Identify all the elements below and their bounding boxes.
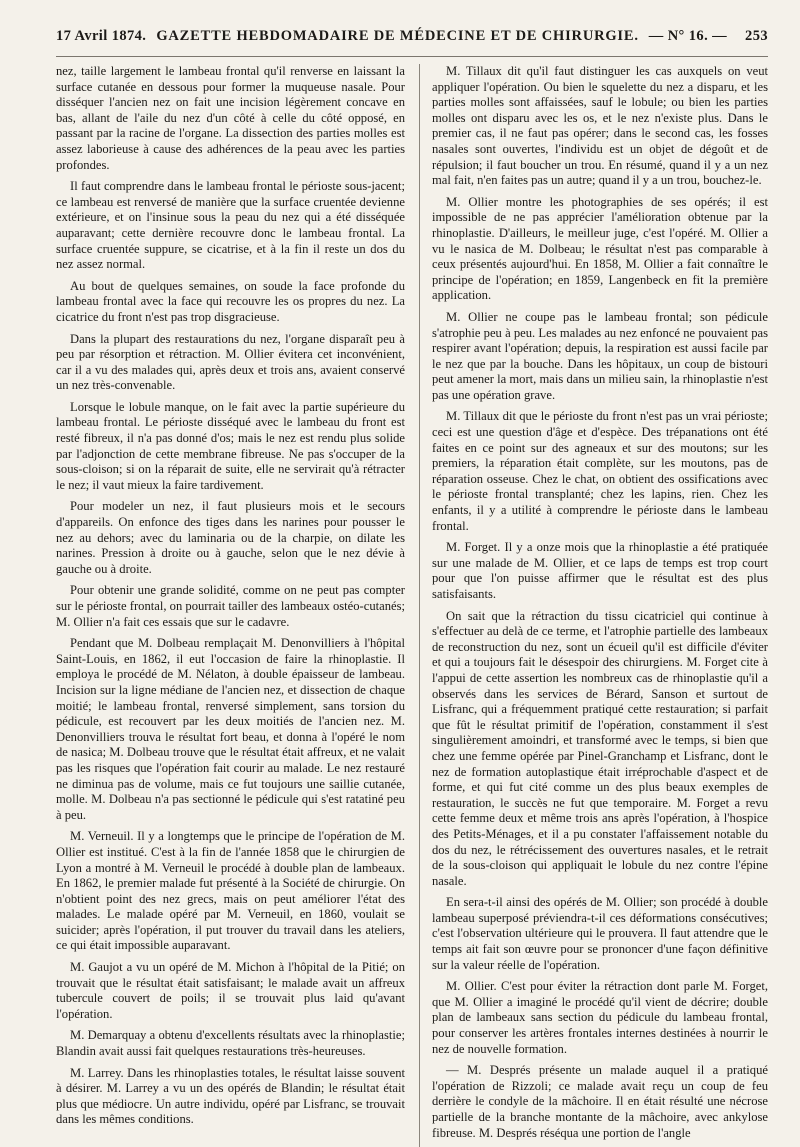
paragraph: M. Ollier montre les photographies de ses opérés; il est impossible de ne pas apprécier l'amélioration obtenue par la rhinoplastie. D'ailleurs, le meilleur juge, c'est l'opéré. M. Ollier a vu le nasica de M. Dolbeau; le résultat n'est pas comparable à ceux présentés aujourd'hui. En 1858, M. Ollier a fait connaître le principe de l'opération; en 1859, Langenbeck en fit la première application. bbox=[432, 194, 768, 303]
paragraph: En sera-t-il ainsi des opérés de M. Ollier; son procédé à double lambeau superposé préviendra-t-il ces déformations consécutives; c'est l'observation ultérieure qui le prouvera. Il faut attendre que le temps ait fait son œuvre pour se prononcer d'une façon définitive sur la valeur réelle de l'opération. bbox=[432, 895, 768, 972]
paragraph: M. Ollier ne coupe pas le lambeau frontal; son pédicule s'atrophie peu à peu. Les malades au nez enfoncé ne pouvaient pas respirer avant l'opération; depuis, la respiration est aussi facile par le nez que par la bouche. Dans les hôpitaux, un coup de bistouri peut amener la mort, mais dans un milieu sain, la rhinoplastie n'est pas une opération grave. bbox=[432, 309, 768, 402]
paragraph: On sait que la rétraction du tissu cicatriciel qui continue à s'effectuer au delà de ce terme, et l'atrophie partielle des lambeaux de reconstruction du nez, sont un écueil qu'il est difficile d'éviter et qui a toujours fait le désespoir des chirurgiens. M. Forget cite à l'appui de cette assertion les nombreux cas de rhinoplastie qu'il a observés dans les services de Bérard, Sanson et surtout de Lisfranc, qui a fréquemment pratiqué cette restauration; si parfait que fût le résultat primitif de l'opération, constamment il s'est singulièrement amoindri, et transformé avec le temps, si bien que chez une femme opérée par Pinel-Granchamp et Lisfranc, dont le nez de formation autoplastique était irréprochable d'aspect et de forme, et qui fut cité comme un des plus beaux exemples de restauration, le succès ne fut que temporaire. M. Forget a revu cette femme deux et même trois ans après l'opération, à l'hospice des Petits-Ménages, et il a pu constater l'affaissement notable du dos du nez, le rétrécissement des ouvertures nasales, et le retrait de la sous-cloison qui appliquait le lobule du nez contre l'épine nasale. bbox=[432, 608, 768, 888]
paragraph: M. Tillaux dit qu'il faut distinguer les cas auxquels on veut appliquer l'opération. Ou bien le squelette du nez a disparu, et les parties molles sont affaissées, sauf le lobule; ou bien les parties molles ont disparu avec les os, et le nez n'existe plus. Dans le premier cas, il ne faut pas opérer; dans le second cas, les fosses nasales sont ouvertes, l'individu est un objet de dégoût et de répulsion; il faut boucher un trou. En résumé, quand il y a un nez mal fait, n'en faites pas un autre; quand il y a un trou, bouchez-le. bbox=[432, 64, 768, 188]
issue-number: — N° 16. — bbox=[648, 28, 728, 44]
paragraph: Lorsque le lobule manque, on le fait avec la partie supérieure du lambeau frontal. Le périoste disséqué avec le lambeau du front est resté fibreux, il n'a pas donné d'os; mais le nez est rendu plus solide par l'adjonction de cette membrane fibreuse. Ne pas s'occuper de la sous-cloison; si on la réparait de suite, elle ne servirait qu'à rétracter le nez; il vaut mieux la faire tardivement. bbox=[56, 399, 405, 492]
paragraph: Il faut comprendre dans le lambeau frontal le périoste sous-jacent; ce lambeau est renversé de manière que la surface cruentée devienne extérieure, et on l'insinue sous la peau du nez qui a été disséquée auparavant; cette dernière recouvre donc le lambeau frontal. La surface cruentée suppure, se cicatrise, et à la fin il reste un dos du nez assez normal. bbox=[56, 179, 405, 272]
issue-date: 17 Avril 1874. bbox=[56, 28, 147, 44]
paragraph: Dans la plupart des restaurations du nez, l'organe disparaît peu à peu par résorption et rétraction. M. Ollier évitera cet inconvénient, car il a vu des malades qui, après deux et trois ans, avaient conservé un nez très-convenable. bbox=[56, 331, 405, 393]
paragraph: M. Tillaux dit que le périoste du front n'est pas un vrai périoste; ceci est une question d'âge et d'espèce. Des trépanations ont été faites en ce point sur des agneaux et sur des moutons; sur les premiers, la réparation était complète, sur les moutons, pas de réparation osseuse. Chez le chat, on obtient des ossifications avec le périoste frontal transplanté; chez les lapins, rien. Chez les enfants, il y a utilité à comprendre le périoste dans le lambeau frontal. bbox=[432, 409, 768, 533]
paragraph: M. Verneuil. Il y a longtemps que le principe de l'opération de M. Ollier est institué. C'est à la fin de l'année 1858 que le chirurgien de Lyon a montré à M. Verneuil le procédé à double plan de lambeaux. En 1862, le premier malade fut présenté à la Société de chirurgie. On n'obtient point des nez grecs, mais on peut améliorer l'état des malades. Le malade opéré par M. Verneuil, en 1860, voulait se suicider; après l'opération, il put trouver du travail dans les ateliers, ce qui était impossible auparavant. bbox=[56, 829, 405, 953]
article-columns bbox=[56, 64, 768, 1140]
paragraph: Pendant que M. Dolbeau remplaçait M. Denonvilliers à l'hôpital Saint-Louis, en 1862, il eut l'occasion de faire la rhinoplastie. Il employa le procédé de M. Nélaton, à double épaisseur de lambeau. Incision sur la ligne médiane de l'ancien nez, et dissection de chaque moitié; le lambeau frontal, renversé simplement, sans torsion du pédicule, est recouvert par les deux moitiés de l'ancien nez. M. Denonvilliers trouva le résultat fort beau, et donna à l'opéré le nom de nasica; M. Dolbeau trouve que le résultat était affreux, et ne valait pas les risques que l'opération fait courir au malade. Le nez restauré ne diminua pas de volume, mais ce fut toujours une saillie cutanée, molle. M. Dolbeau n'a pas sectionné le pédicule qui s'est ratatiné peu à peu. bbox=[56, 636, 405, 822]
left-column bbox=[56, 64, 405, 1147]
page-number: 253 bbox=[745, 28, 768, 44]
right-column bbox=[419, 64, 768, 1147]
paragraph: M. Larrey. Dans les rhinoplasties totales, le résultat laisse souvent à désirer. M. Larrey a vu un des opérés de Blandin; le résultat était plus que médiocre. Un autre individu, opéré par Lisfranc, se trouvait dans les mêmes conditions. bbox=[56, 1065, 405, 1127]
paragraph: M. Ollier. C'est pour éviter la rétraction dont parle M. Forget, que M. Ollier a imaginé le procédé qu'il vient de décrire; double plan de lambeaux sans section du pédicule du lambeau frontal, pour conserver les artères frontales internes destinées à nourrir le nez de nouvelle formation. bbox=[432, 979, 768, 1056]
issue-info bbox=[649, 28, 768, 45]
paragraph: Pour obtenir une grande solidité, comme on ne peut pas compter sur le périoste frontal, on pourrait tailler des lambeaux ostéo-cutanés; M. Ollier n'a fait ces essais que sur le cadavre. bbox=[56, 583, 406, 629]
paragraph: Pour modeler un nez, il faut plusieurs mois et le secours d'appareils. On enfonce des tiges dans les narines pour pousser le nez au dehors; avec du laminaria ou de la charpie, on dilate les narines. Pression à droite ou à gauche, selon que le nez dévie à gauche ou à droite. bbox=[56, 499, 405, 576]
paragraph: M. Demarquay a obtenu d'excellents résultats avec la rhinoplastie; Blandin avait aussi fait quelques restaurations très-heureuses. bbox=[56, 1028, 405, 1059]
paragraph: M. Gaujot a vu un opéré de M. Michon à l'hôpital de la Pitié; on trouvait que le résultat était satisfaisant; le malade avait un affreux tubercule couvert de poils; il se trouvait plus laid qu'avant l'opération. bbox=[56, 960, 405, 1021]
paragraph: nez, taille largement le lambeau frontal qu'il renverse en laissant la surface cutanée en dessous pour former la muqueuse nasale. Pour disséquer l'ancien nez on fait une incision légèrement concave en bas, allant de l'aile du nez d'un côté à celle du côté opposé, en passant par la racine de l'organe. La dissection des parties molles est assez laborieuse à cause des adhérences de la peau avec les parties profondes. bbox=[56, 64, 405, 172]
journal-title: GAZETTE HEBDOMADAIRE DE MÉDECINE ET DE CHIRURGIE. bbox=[156, 28, 639, 44]
paragraph: Au bout de quelques semaines, on soude la face profonde du lambeau frontal avec la face qui recouvre les os propres du nez. La cicatrice du front n'est pas trop disgracieuse. bbox=[56, 278, 405, 324]
paragraph: — M. Després présente un malade auquel il a pratiqué l'opération de Rizzoli; ce malade avait reçu un coup de feu derrière le condyle de la mâchoire. Il en était résulté une nécrose partielle de la branche montante de la mâchoire, avec ankylose fibreuse. M. Després réséqua une portion de l'angle bbox=[432, 1063, 768, 1140]
paragraph: M. Forget. Il y a onze mois que la rhinoplastie a été pratiquée sur une malade de M. Ollier, et ce laps de temps est trop court pour que l'on puisse affirmer que le résultat est des plus satisfaisants. bbox=[432, 540, 768, 601]
page-header bbox=[56, 28, 768, 57]
